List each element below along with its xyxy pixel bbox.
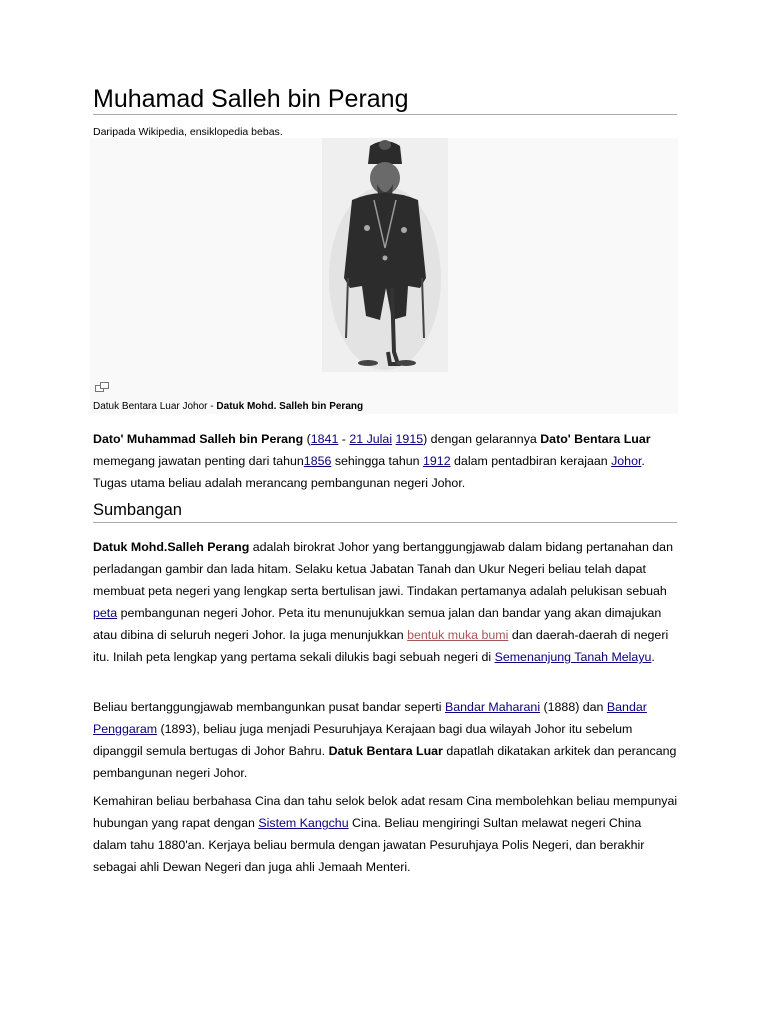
intro-paragraph [93,428,678,494]
link-sistem-kangchu[interactable]: Sistem Kangchu [258,816,349,830]
site-tagline: Daripada Wikipedia, ensiklopedia bebas. [93,126,283,138]
text-run: . Tugas utama beliau adalah merancang pembangunan negeri Johor. [93,454,645,490]
text-run: adalah birokrat Johor yang bertanggungjawab dalam bidang pertanahan dan perladangan gambir dan lada hitam. Selaku ketua Jabatan Tanah dan Ukur Negeri beliau telah dapat membuat peta negeri yang lengkap serta bertulisan jawi. Tindakan pertamanya adalah pelukisan sebuah [93,540,673,598]
link-21-julai[interactable]: 21 Julai [349,432,393,446]
text-run: Beliau bertanggungjawab membangunkan pusat bandar seperti [93,700,446,714]
caption-text: Datuk Bentara Luar Johor - [93,401,217,412]
text-run: dalam pentadbiran kerajaan [450,454,612,468]
text-run: . [651,650,655,664]
text-run: memegang jawatan penting dari tahun [93,454,304,468]
text-run: sehingga tahun [331,454,424,468]
figure-caption [93,400,363,414]
text-run: (1888) dan [540,700,607,714]
page-title: Muhamad Salleh bin Perang [93,84,677,115]
link-johor[interactable]: Johor [611,454,642,468]
link-1856[interactable]: 1856 [303,454,332,468]
link-bandar-maharani[interactable]: Bandar Maharani [445,700,541,714]
subject-name: Dato' Muhammad Salleh bin Perang [93,432,304,446]
title-bold: Dato' Bentara Luar [540,432,651,446]
link-bentuk-muka-bumi[interactable]: bentuk muka bumi [407,628,509,642]
link-1912[interactable]: 1912 [423,454,451,468]
bold-name: Datuk Mohd.Salleh Perang [93,540,250,554]
link-semenanjung-tanah-melayu[interactable]: Semenanjung Tanah Melayu [494,650,652,664]
text-run: ( [303,432,311,446]
link-1841[interactable]: 1841 [310,432,339,446]
bold-title: Datuk Bentara Luar [328,744,443,758]
text-run: dapatlah dikatakan arkitek dan perancang pembangunan negeri Johor. [93,744,677,780]
link-1915[interactable]: 1915 [395,432,424,446]
text-run: (1893), beliau juga menjadi Pesuruhjaya Kerajaan bagi dua wilayah Johor itu sebelum dipanggil semula bertugas di Johor Bahru. [93,722,633,758]
portrait-image[interactable] [322,138,448,372]
paragraph-sumbangan-3 [93,790,678,878]
thumbnail-figure [90,138,678,414]
link-bandar-penggaram[interactable]: Bandar Penggaram [93,700,647,736]
paragraph-sumbangan-2 [93,696,678,784]
text-run: Kemahiran beliau berbahasa Cina dan tahu selok belok adat resam Cina membolehkan beliau mempunyai hubungan yang rapat dengan [93,794,678,830]
paragraph-sumbangan-1 [93,536,678,668]
text-run: pembangunan negeri Johor. Peta itu menunujukkan semua jalan dan bandar yang akan dimajukan atau dibina di seluruh negeri Johor. Ia juga menunjukkan [93,606,662,642]
caption-bold: Datuk Mohd. Salleh bin Perang [216,401,364,412]
text-run: ) dengan gelarannya [423,432,541,446]
text-run: Cina. Beliau mengiringi Sultan melawat negeri China dalam tahu 1880'an. Kerjaya beliau bermula dengan jawatan Pesuruhjaya Polis Negeri, dan berakhir sebagai ahli Dewan Negeri dan juga ahli Jemaah Menteri. [93,816,645,874]
section-heading-sumbangan: Sumbangan [93,499,677,523]
text-run: - [338,432,350,446]
link-peta[interactable]: peta [93,606,118,620]
magnify-clip-icon[interactable] [95,382,109,392]
text-run: dan daerah-daerah di negeri itu. Inilah peta lengkap yang pertama sekali dilukis bagi sebuah negeri di [93,628,669,664]
